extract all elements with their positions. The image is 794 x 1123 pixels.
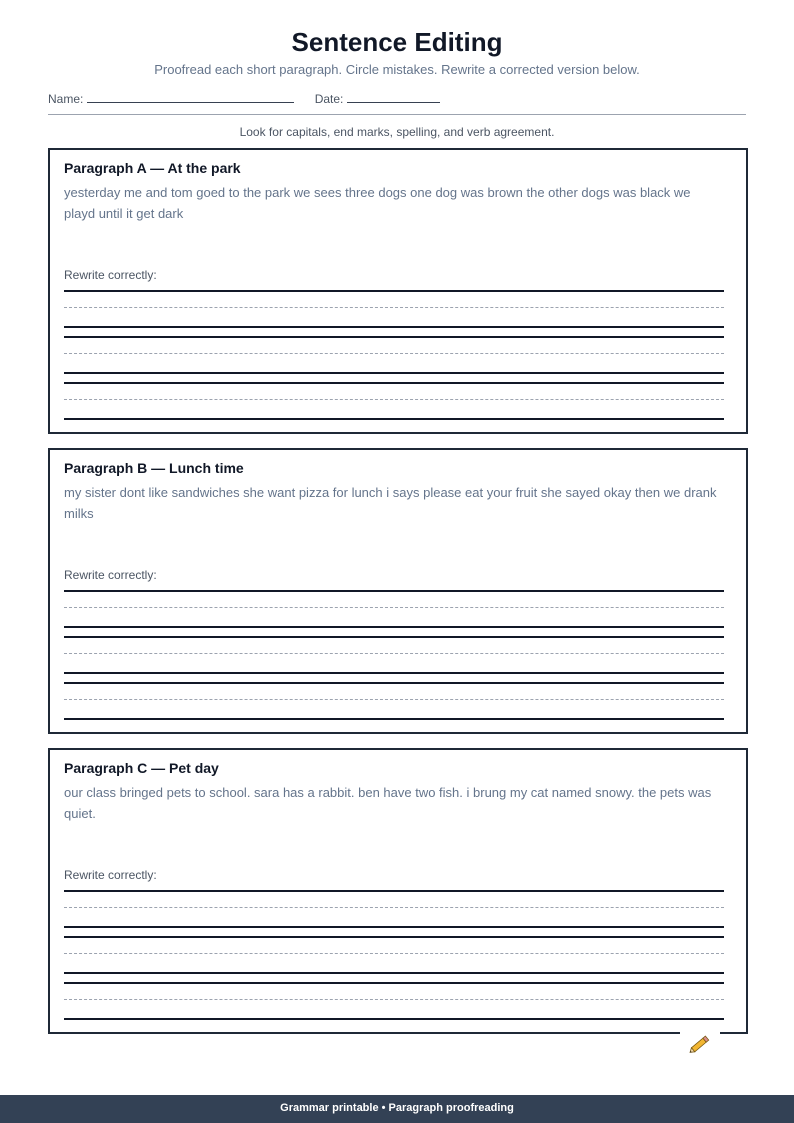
date-blank[interactable]: [347, 91, 440, 103]
name-blank[interactable]: [87, 91, 294, 103]
header-divider: [48, 114, 746, 115]
rewrite-label: Rewrite correctly:: [64, 568, 157, 582]
writing-line-base[interactable]: [64, 1018, 724, 1020]
writing-line-top[interactable]: [64, 290, 724, 292]
writing-line-base[interactable]: [64, 972, 724, 974]
writing-line-mid: [64, 353, 724, 354]
paragraph-title: Paragraph C — Pet day: [64, 760, 219, 776]
instruction-tip: Look for capitals, end marks, spelling, and verb agreement.: [239, 125, 555, 139]
writing-line-top[interactable]: [64, 336, 724, 338]
writing-line-mid: [64, 953, 724, 954]
writing-line-top[interactable]: [64, 982, 724, 984]
writing-line-base[interactable]: [64, 672, 724, 674]
paragraph-card-b: [48, 448, 748, 734]
writing-line-base[interactable]: [64, 626, 724, 628]
writing-line-base[interactable]: [64, 372, 724, 374]
paragraph-card-a: [48, 148, 748, 434]
meta-row: [48, 91, 440, 106]
paragraph-text: my sister dont like sandwiches she want pizza for lunch i says please eat your fruit she sayed okay then we drank milks: [64, 485, 717, 521]
writing-line-top[interactable]: [64, 636, 724, 638]
writing-line-mid: [64, 699, 724, 700]
footer: Grammar printable • Paragraph proofreading: [0, 1095, 794, 1123]
date-label: Date:: [314, 92, 344, 106]
paragraph-card-c: [48, 748, 748, 1034]
writing-line-top[interactable]: [64, 590, 724, 592]
writing-line-base[interactable]: [64, 718, 724, 720]
writing-line-base[interactable]: [64, 326, 724, 328]
page-title: Sentence Editing: [291, 27, 503, 57]
page-subtitle: Proofread each short paragraph. Circle mistakes. Rewrite a corrected version below.: [154, 62, 640, 77]
writing-line-top[interactable]: [64, 382, 724, 384]
writing-line-mid: [64, 399, 724, 400]
writing-line-mid: [64, 607, 724, 608]
writing-line-top[interactable]: [64, 682, 724, 684]
writing-line-base[interactable]: [64, 418, 724, 420]
writing-line-mid: [64, 907, 724, 908]
writing-line-top[interactable]: [64, 936, 724, 938]
paragraph-text: yesterday me and tom goed to the park we sees three dogs one dog was brown the other dogs was black we playd until it get dark: [64, 185, 691, 221]
writing-line-mid: [64, 307, 724, 308]
writing-line-top[interactable]: [64, 890, 724, 892]
paragraph-title: Paragraph A — At the park: [64, 160, 241, 176]
writing-line-base[interactable]: [64, 926, 724, 928]
name-label: Name:: [48, 92, 84, 106]
writing-line-mid: [64, 653, 724, 654]
rewrite-label: Rewrite correctly:: [64, 868, 157, 882]
paragraph-text: our class bringed pets to school. sara has a rabbit. ben have two fish. i brung my cat named snowy. the pets was quiet.: [64, 785, 712, 821]
paragraph-title: Paragraph B — Lunch time: [64, 460, 244, 476]
pencil-icon: [680, 1024, 720, 1060]
writing-line-mid: [64, 999, 724, 1000]
rewrite-label: Rewrite correctly:: [64, 268, 157, 282]
pencil-badge: [680, 1024, 720, 1060]
